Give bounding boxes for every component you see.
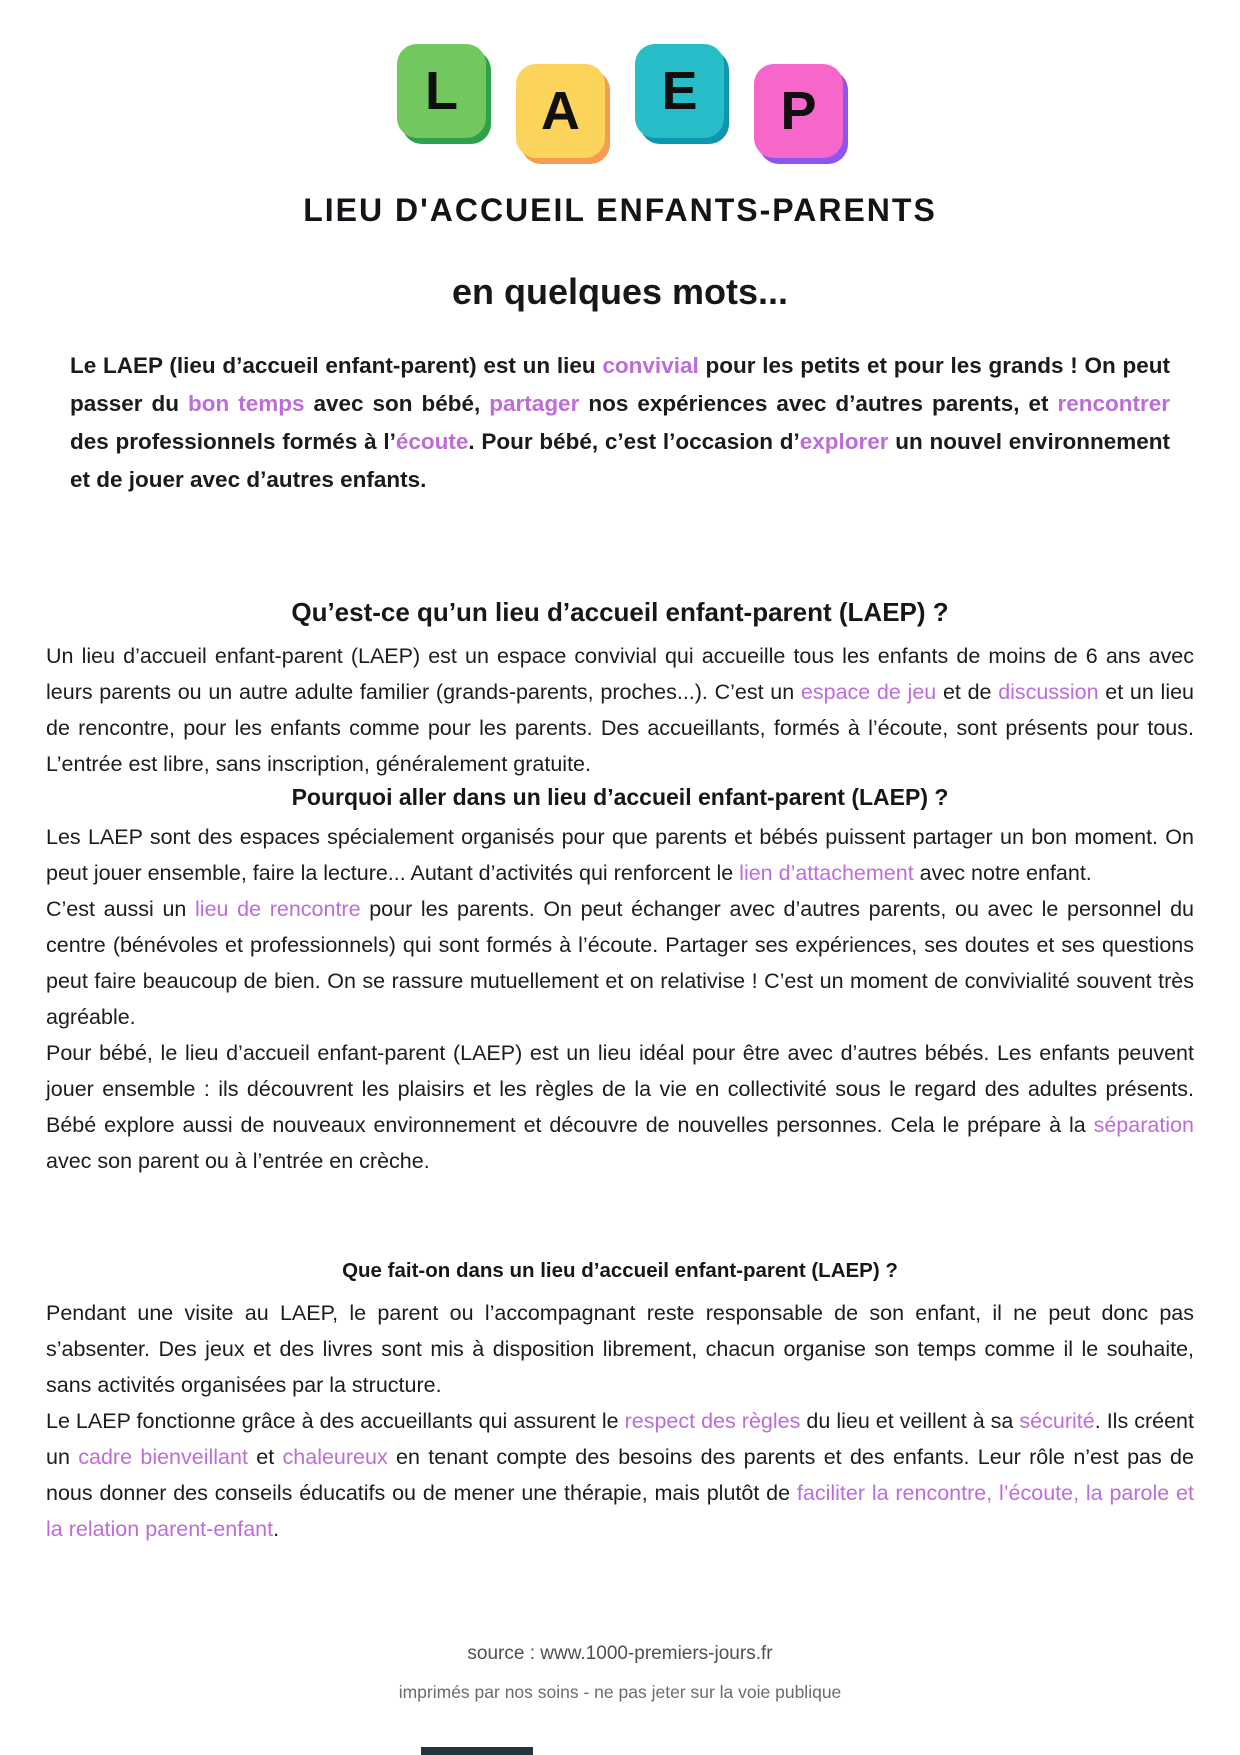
highlighted-text: rencontrer xyxy=(1057,391,1171,416)
footer-note: imprimés par nos soins - ne pas jeter sur la voie publique xyxy=(398,1682,842,1702)
highlighted-text: espace de jeu xyxy=(800,680,937,704)
section-que-fait-on xyxy=(0,1259,1240,1547)
highlighted-text: discussion xyxy=(998,680,1099,704)
highlighted-text: écoute xyxy=(395,429,469,454)
section-heading: Pourquoi aller dans un lieu d’accueil enfant-parent (LAEP) ? xyxy=(291,784,949,810)
intro-paragraph: Le LAEP (lieu d’accueil enfant-parent) est un lieu convivial pour les petits et pour les grands ! On peut passer du bon temps avec son bébé, partager nos expériences avec d’autres parents, et rencontrer des professionnels formés à l’écoute. Pour bébé, c’est l’occasion d’explorer un nouvel environnement et de jouer avec d’autres enfants. xyxy=(70,353,1171,492)
highlighted-text: séparation xyxy=(1093,1113,1194,1137)
logo-tile-p: P xyxy=(754,64,843,158)
section-pourquoi xyxy=(0,784,1240,1179)
page-bottom-artifact xyxy=(421,1747,533,1755)
highlighted-text: sécurité xyxy=(1019,1409,1095,1433)
section-heading: Qu’est-ce qu’un lieu d’accueil enfant-parent (LAEP) ? xyxy=(291,597,949,627)
logo-tile-a: A xyxy=(516,64,605,158)
logo-tile-e: E xyxy=(635,44,724,138)
highlighted-text: chaleureux xyxy=(282,1445,388,1469)
paragraph: C’est aussi un lieu de rencontre pour les parents. On peut échanger avec d’autres parents, ou avec le personnel du centre (bénévoles et professionnels) qui sont formés à l’écoute. Partager ses expériences, ses doutes et ses questions peut faire beaucoup de bien. On se rassure mutuellement et on relativise ! C’est un moment de convivialité souvent très agréable. xyxy=(46,897,1194,1029)
highlighted-text: partager xyxy=(489,391,580,416)
logo-tile-l: L xyxy=(397,44,486,138)
highlighted-text: cadre bienveillant xyxy=(78,1445,248,1469)
paragraph: Les LAEP sont des espaces spécialement organisés pour que parents et bébés puissent partager un bon moment. On peut jouer ensemble, faire la lecture... Autant d’activités qui renforcent le lien d’attachement avec notre enfant. xyxy=(46,825,1194,885)
footer-source: source : www.1000-premiers-jours.fr xyxy=(467,1643,773,1664)
highlighted-text: convivial xyxy=(602,353,699,378)
paragraph: Le LAEP fonctionne grâce à des accueillants qui assurent le respect des règles du lieu et veillent à sa sécurité. Ils créent un cadre bienveillant et chaleureux en tenant compte des besoins des parents et des enfants. Leur rôle n’est pas de nous donner des conseils éducatifs ou de mener une thérapie, mais plutôt de faciliter la rencontre, l’écoute, la parole et la relation parent-enfant. xyxy=(46,1409,1194,1541)
highlighted-text: explorer xyxy=(799,429,889,454)
paragraph: Pour bébé, le lieu d’accueil enfant-parent (LAEP) est un lieu idéal pour être avec d’autres bébés. Les enfants peuvent jouer ensemble : ils découvrent les plaisirs et les règles de la vie en collectivité sous le regard des adultes présents. Bébé explore aussi de nouveaux environnement et découvre de nouvelles personnes. Cela le prépare à la séparation avec son parent ou à l’entrée en crèche. xyxy=(46,1041,1194,1173)
paragraph: Pendant une visite au LAEP, le parent ou l’accompagnant reste responsable de son enfant, il ne peut donc pas s’absenter. Des jeux et des livres sont mis à disposition librement, chacun organise son temps comme il le souhaite, sans activités organisées par la structure. xyxy=(46,1301,1194,1397)
page-title: en quelques mots... xyxy=(451,271,789,312)
highlighted-text: respect des règles xyxy=(624,1409,801,1433)
highlighted-text: lieu de rencontre xyxy=(195,897,361,921)
highlighted-text: lien d’attachement xyxy=(739,861,914,885)
highlighted-text: bon temps xyxy=(188,391,305,416)
laep-logo xyxy=(0,0,1240,166)
highlighted-text: faciliter la rencontre, l’écoute, la parole et la relation parent-enfant xyxy=(46,1481,1194,1541)
section-heading: Que fait-on dans un lieu d’accueil enfant-parent (LAEP) ? xyxy=(342,1259,898,1282)
section-quest-ce xyxy=(0,597,1240,782)
logo-caption: LIEU D'ACCUEIL ENFANTS-PARENTS xyxy=(303,192,937,228)
paragraph: Un lieu d’accueil enfant-parent (LAEP) est un espace convivial qui accueille tous les enfants de moins de 6 ans avec leurs parents ou un autre adulte familier (grands-parents, proches...). C’est un espace de jeu et de discussion et un lieu de rencontre, pour les enfants comme pour les parents. Des accueillants, formés à l’écoute, sont présents pour tous. L’entrée est libre, sans inscription, généralement gratuite. xyxy=(46,644,1195,776)
